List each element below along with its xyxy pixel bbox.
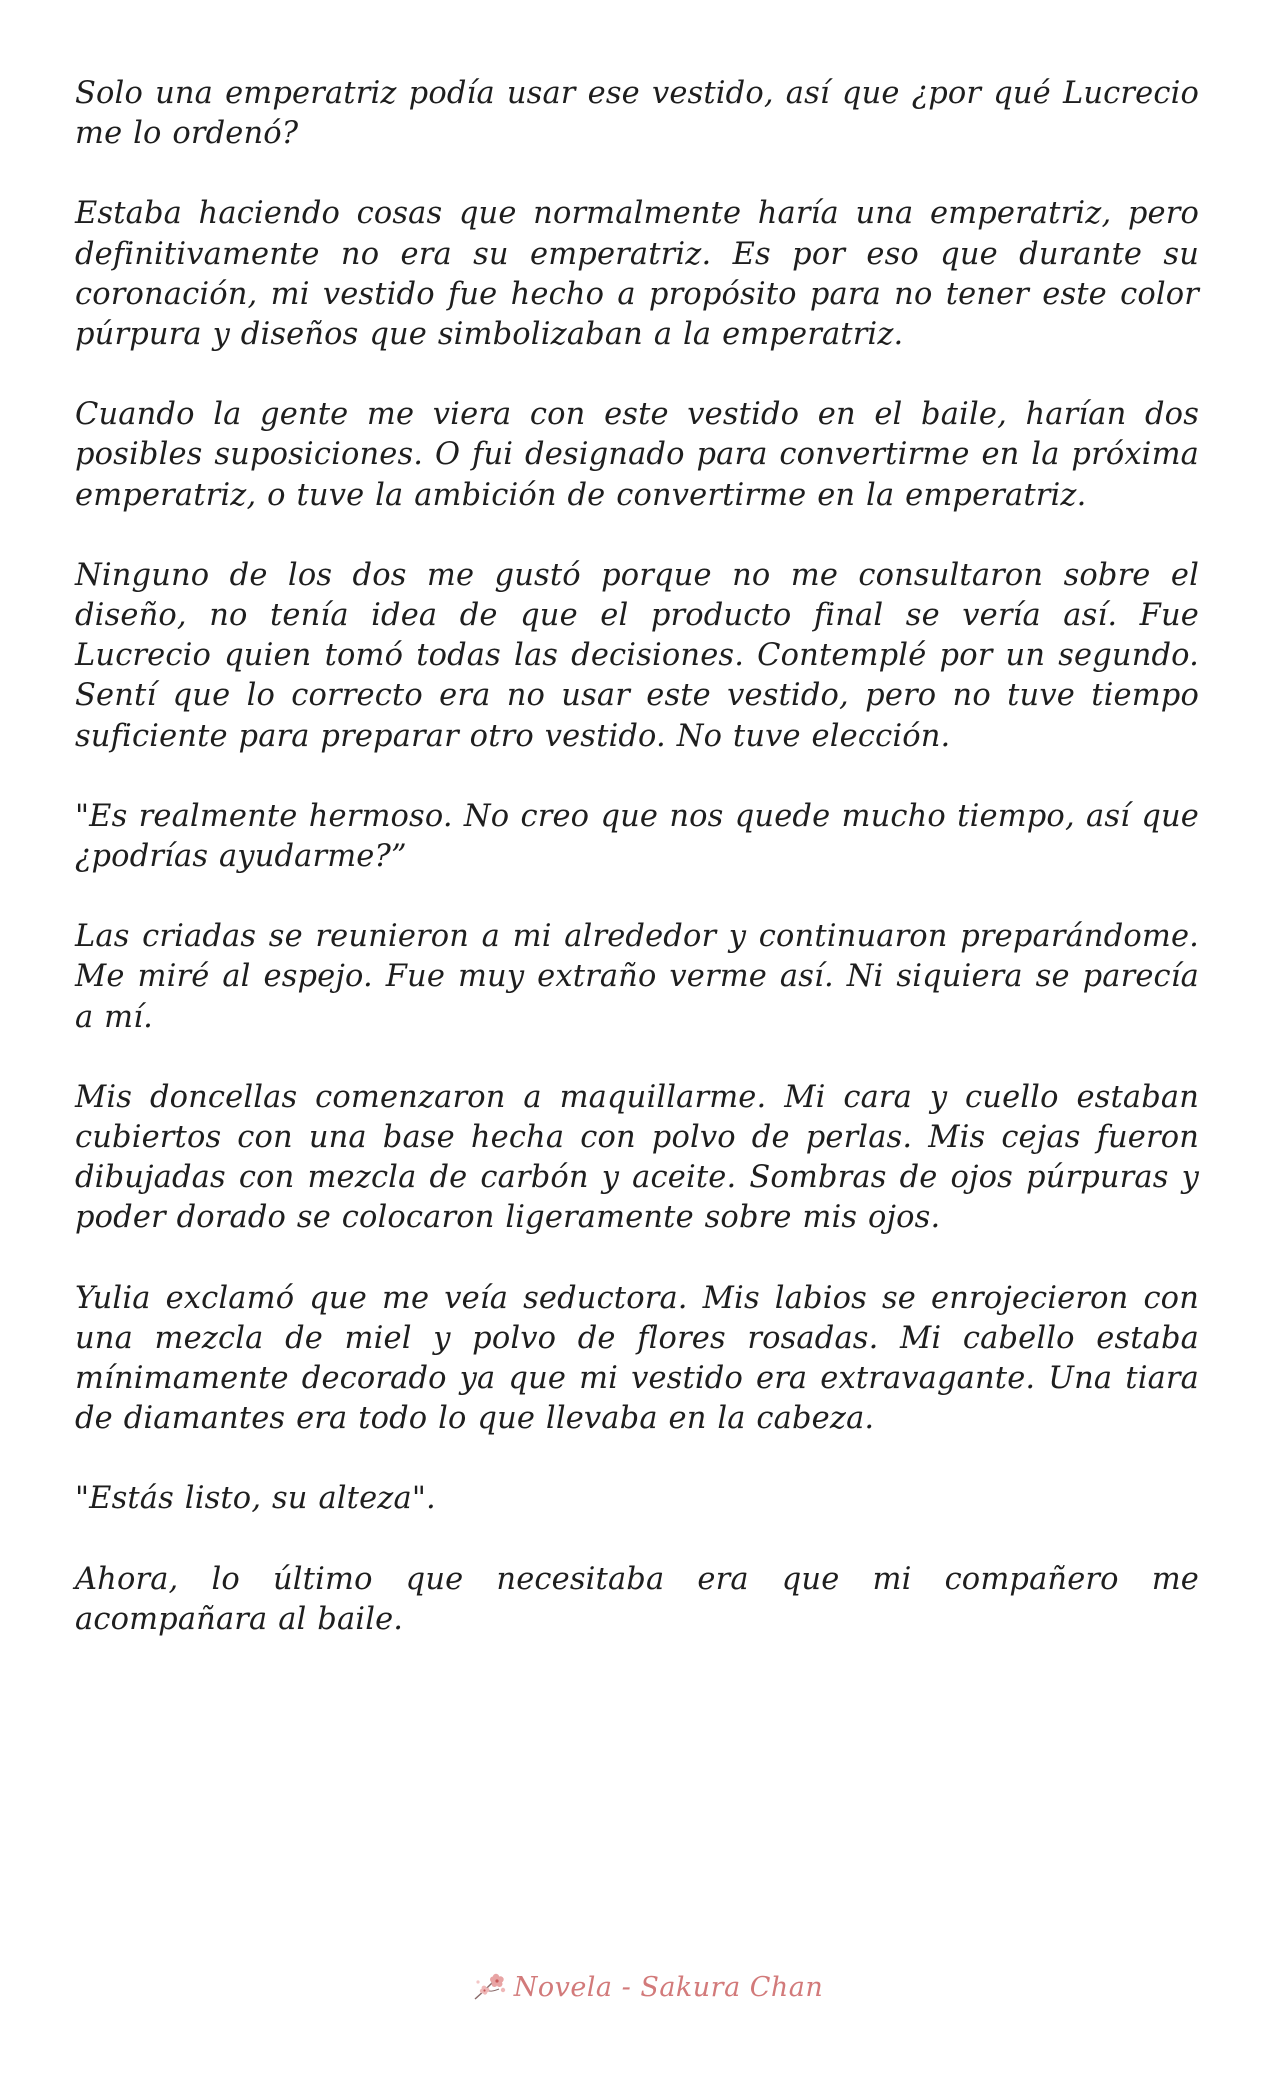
document-body (75, 74, 1199, 1680)
footer-text: Novela - Sakura Chan (513, 1971, 824, 2003)
paragraph: Las criadas se reunieron a mi alrededor y continuaron preparándome. Me miré al espejo. Fue muy extraño verme así. Ni siquiera se parecía a mí. (75, 919, 1199, 1035)
footer-watermark (0, 1957, 1275, 2017)
paragraph: Cuando la gente me viera con este vestido en el baile, harían dos posibles suposiciones. O fui designado para convertirme en la próxima emperatriz, o tuve la ambición de convertirme en la emperatriz. (75, 397, 1199, 513)
footer-watermark-group (472, 1969, 824, 2005)
paragraph: "Es realmente hermoso. No creo que nos quede mucho tiempo, así que ¿podrías ayudarme?” (75, 798, 1199, 875)
paragraph: Yulia exclamó que me veía seductora. Mis labios se enrojecieron con una mezcla de miel y polvo de flores rosadas. Mi cabello estaba mínimamente decorado ya que mi vestido era extravagante. Una tiara de diamantes era todo lo que llevaba en la cabeza. (75, 1280, 1199, 1437)
paragraph: Ninguno de los dos me gustó porque no me consultaron sobre el diseño, no tenía idea de que el producto final se vería así. Fue Lucrecio quien tomó todas las decisiones. Contemplé por un segundo. Sentí que lo correcto era no usar este vestido, pero no tuve tiempo suficiente para preparar otro vestido. No tuve elección. (75, 557, 1199, 754)
paragraph: "Estás listo, su alteza". (75, 1481, 436, 1517)
sakura-blossom-icon (472, 1969, 510, 2005)
paragraph: Ahora, lo último que necesitaba era que mi compañero me acompañara al baile. (75, 1561, 1199, 1637)
paragraph: Mis doncellas comenzaron a maquillarme. Mi cara y cuello estaban cubiertos con una base hecha con polvo de perlas. Mis cejas fueron dibujadas con mezcla de carbón y aceite. Sombras de ojos púrpuras y poder dorado se colocaron ligeramente sobre mis ojos. (75, 1079, 1199, 1236)
paragraph: Solo una emperatriz podía usar ese vestido, así que ¿por qué Lucrecio me lo ordenó? (75, 76, 1199, 152)
paragraph: Estaba haciendo cosas que normalmente haría una emperatriz, pero definitivamente no era su emperatriz. Es por eso que durante su coronación, mi vestido fue hecho a propósito para no tener este color púrpura y diseños que simbolizaban a la emperatriz. (75, 196, 1199, 353)
